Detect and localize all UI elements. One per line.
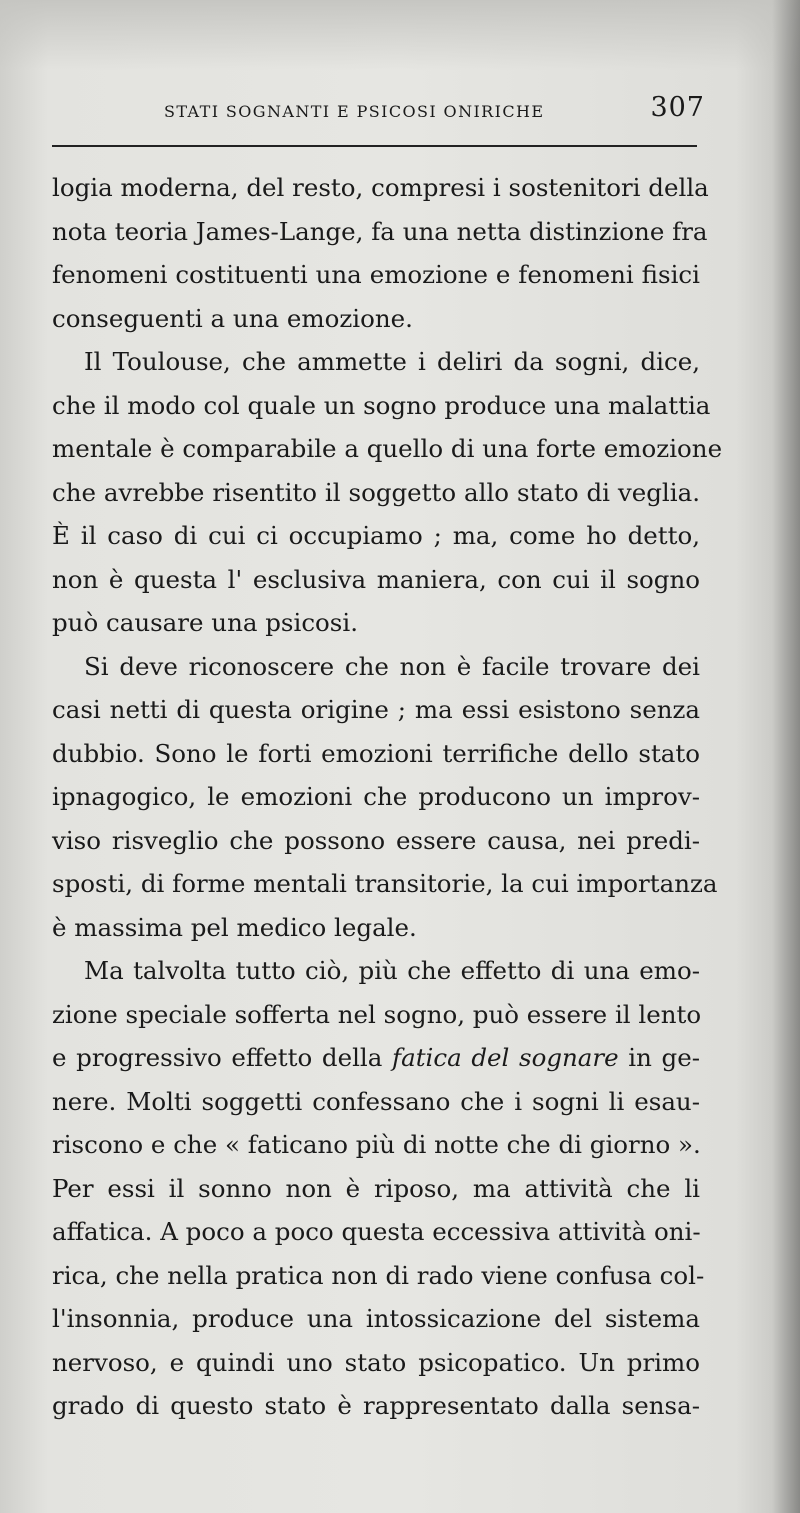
text-line: Ma talvolta tutto ciò, più che effetto di una emo- <box>84 956 700 985</box>
text-line: sposti, di forme mentali transitorie, la cui importanza <box>52 869 718 898</box>
running-title: STATI SOGNANTI E PSICOSI ONIRICHE <box>164 102 545 121</box>
text-line: Il Toulouse, che ammette i deliri da sogni, dice, <box>84 347 700 376</box>
text-segment: e progressivo effetto della <box>52 1043 393 1072</box>
running-head <box>60 90 705 130</box>
text-line: Per essi il sonno non è riposo, ma attività che li <box>52 1173 700 1203</box>
text-line: mentale è comparabile a quello di una forte emozione <box>52 434 723 463</box>
page-number: 307 <box>650 92 705 123</box>
body-text <box>52 166 723 1428</box>
scan-shadow-top <box>0 0 800 70</box>
text-line: l'insonnia, produce una intossicazione del sistema <box>52 1304 700 1333</box>
text-line: ipnagogico, le emozioni che producono un improv- <box>52 782 700 811</box>
text-line: rica, che nella pratica non di rado viene confusa col- <box>52 1260 705 1290</box>
text-line: è massima pel medico legale. <box>52 912 417 942</box>
text-line: fenomeni costituenti una emozione e fenomeni fisici <box>52 260 700 289</box>
text-line: conseguenti a una emozione. <box>52 303 413 333</box>
text-line: zione speciale sofferta nel sogno, può essere il lento <box>52 999 702 1029</box>
text-line: non è questa l' esclusiva maniera, con cui il sogno <box>52 564 700 594</box>
text-segment: in ge- <box>618 1043 700 1072</box>
text-line: logia moderna, del resto, compresi i sostenitori della <box>52 173 709 202</box>
text-line: che il modo col quale un sogno produce una malattia <box>52 390 711 420</box>
text-line-with-italic <box>52 1036 700 1080</box>
text-line: È il caso di cui ci occupiamo ; ma, come ho detto, <box>52 521 700 550</box>
text-line: viso risveglio che possono essere causa, nei predi- <box>52 825 700 855</box>
text-line: riscono e che « faticano più di notte che di giorno ». <box>52 1130 701 1159</box>
text-line: nere. Molti soggetti confessano che i sogni li esau- <box>52 1086 700 1116</box>
text-line: dubbio. Sono le forti emozioni terrifiche dello stato <box>52 738 700 768</box>
header-rule <box>52 145 697 147</box>
scan-shadow-right <box>772 0 800 1513</box>
text-line: Si deve riconoscere che non è facile trovare dei <box>84 651 700 681</box>
text-line: casi netti di questa origine ; ma essi esistono senza <box>52 695 700 724</box>
text-line: grado di questo stato è rappresentato dalla sensa- <box>52 1391 700 1420</box>
text-line: nota teoria James-Lange, fa una netta distinzione fra <box>52 216 708 246</box>
text-line: che avrebbe risentito il soggetto allo stato di veglia. <box>52 477 700 507</box>
text-line: può causare una psicosi. <box>52 608 358 637</box>
italic-phrase: fatica del sognare <box>392 1043 619 1072</box>
text-line: affatica. A poco a poco questa eccessiva attività oni- <box>52 1217 701 1246</box>
text-line: nervoso, e quindi uno stato psicopatico. Un primo <box>52 1347 700 1377</box>
